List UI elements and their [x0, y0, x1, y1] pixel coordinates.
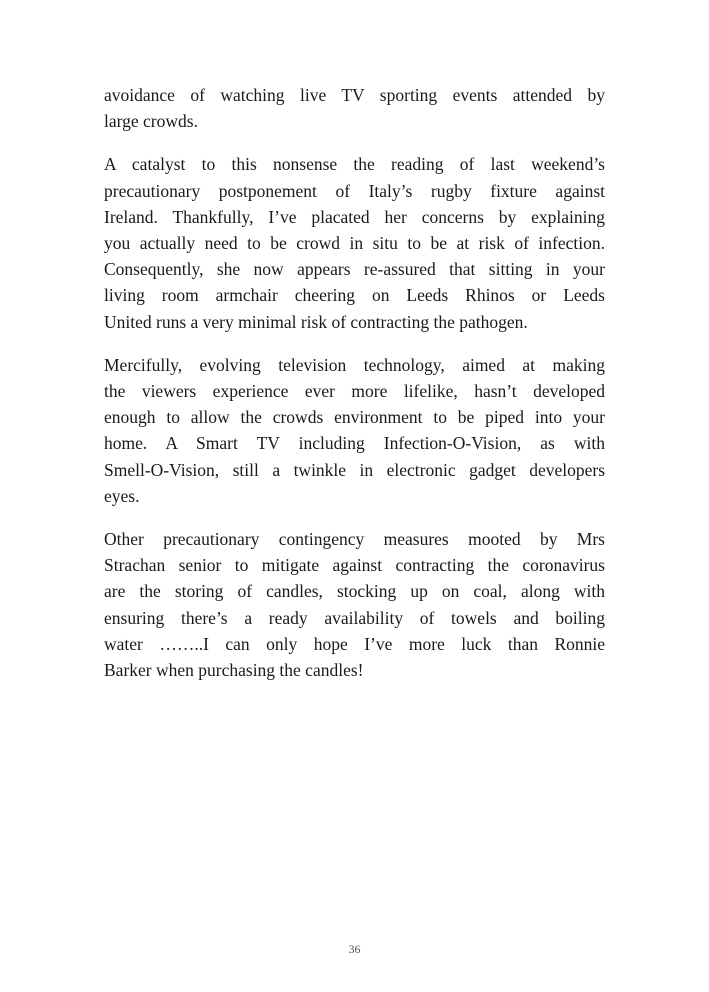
- text-line: water ……..I can only hope I’ve more luck than Ronnie: [104, 633, 605, 654]
- paragraph-4: [104, 526, 605, 683]
- text-line: you actually need to be crowd in situ to be at risk of infection.: [104, 233, 605, 254]
- text-line: home. A Smart TV including Infection-O-Vision, as with: [104, 433, 605, 454]
- page-number: 36: [348, 942, 361, 956]
- text-line: A catalyst to this nonsense the reading of last weekend’s: [104, 154, 605, 175]
- text-line: Other precautionary contingency measures mooted by Mrs: [104, 529, 605, 550]
- text-line: the viewers experience ever more lifelike, hasn’t developed: [104, 381, 605, 402]
- text-line: eyes.: [104, 485, 140, 506]
- text-line: enough to allow the crowds environment to be piped into your: [104, 407, 605, 428]
- text-line: precautionary postponement of Italy’s rugby fixture against: [104, 180, 605, 201]
- text-line: are the storing of candles, stocking up on coal, along with: [104, 581, 605, 602]
- text-line: Barker when purchasing the candles!: [104, 660, 364, 681]
- text-line: Smell-O-Vision, still a twinkle in electronic gadget developers: [104, 459, 605, 480]
- paragraph-1: [104, 82, 605, 134]
- text-line: United runs a very minimal risk of contracting the pathogen.: [104, 311, 528, 332]
- text-line: avoidance of watching live TV sporting events attended by: [104, 85, 605, 105]
- paragraph-2: [104, 151, 605, 334]
- paragraph-3: [104, 352, 605, 509]
- body-text: [104, 82, 605, 700]
- text-line: ensuring there’s a ready availability of towels and boiling: [104, 607, 605, 628]
- text-line: Ireland. Thankfully, I’ve placated her concerns by explaining: [104, 206, 605, 227]
- text-line: large crowds.: [104, 111, 198, 132]
- text-line: Consequently, she now appears re-assured that sitting in your: [104, 259, 605, 280]
- text-line: Strachan senior to mitigate against contracting the coronavirus: [104, 555, 605, 576]
- text-line: living room armchair cheering on Leeds Rhinos or Leeds: [104, 285, 605, 306]
- text-line: Mercifully, evolving television technology, aimed at making: [104, 354, 605, 375]
